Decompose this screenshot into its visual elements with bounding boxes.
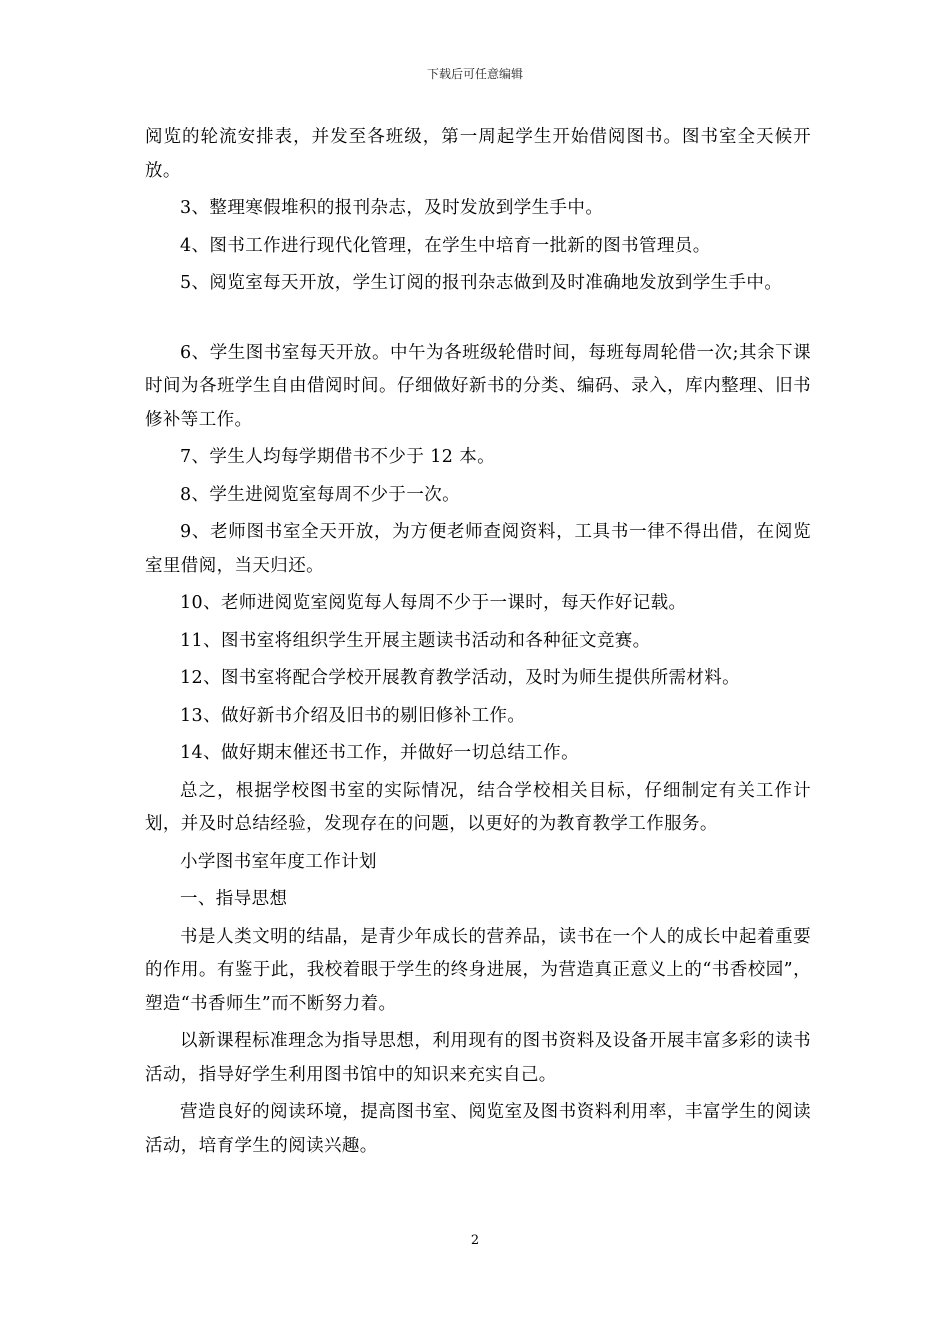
list-item-4: 4、图书工作进行现代化管理，在学生中培育一批新的图书管理员。 — [180, 235, 711, 256]
section-heading-guiding-thought: 一、指导思想 — [180, 889, 288, 909]
document-body — [145, 121, 811, 1167]
page-number: 2 — [470, 1233, 480, 1248]
list-item-5: 5、阅览室每天开放，学生订阅的报刊杂志做到及时准确地发放到学生手中。 — [180, 273, 783, 293]
body-paragraph: 以新课程标准理念为指导思想，利用现有的图书资料及设备开展丰富多彩的读书活动，指导好学生利用图书馆中的知识来充实自己。 — [145, 1031, 811, 1085]
list-item-9: 9、老师图书室全天开放，为方便老师查阅资料，工具书一律不得出借，在阅览室里借阅，当天归还。 — [145, 522, 811, 576]
list-item-7: 7、学生人均每学期借书不少于 12 本。 — [180, 447, 496, 467]
list-item-3: 3、整理寒假堆积的报刊杂志，及时发放到学生手中。 — [180, 198, 604, 218]
list-item-10: 10、老师进阅览室阅览每人每周不少于一课时，每天作好记载。 — [180, 593, 687, 613]
list-item-6: 6、学生图书室每天开放。中午为各班级轮借时间，每班每周轮借一次;其余下课时间为各班学生自由借阅时间。仔细做好新书的分类、编码、录入，库内整理、旧书修补等工作。 — [145, 342, 811, 430]
list-item-13: 13、做好新书介绍及旧书的剔旧修补工作。 — [180, 705, 526, 726]
blank-line — [145, 305, 811, 337]
body-paragraph: 营造良好的阅读环境，提高图书室、阅览室及图书资料利用率，丰富学生的阅读活动，培育学生的阅读兴趣。 — [145, 1102, 811, 1156]
paragraph-continuation: 阅览的轮流安排表，并发至各班级，第一周起学生开始借阅图书。图书室全天候开放。 — [145, 127, 811, 181]
list-item-8: 8、学生进阅览室每周不少于一次。 — [180, 484, 461, 505]
section-title: 小学图书室年度工作计划 — [180, 851, 377, 872]
summary-paragraph: 总之，根据学校图书室的实际情况，结合学校相关目标，仔细制定有关工作计划，并及时总结经验，发现存在的问题，以更好的为教育教学工作服务。 — [145, 780, 811, 834]
page-header: 下载后可任意编辑 — [426, 67, 523, 81]
list-item-12: 12、图书室将配合学校开展教育教学活动，及时为师生提供所需材料。 — [180, 668, 741, 688]
list-item-14: 14、做好期末催还书工作，并做好一切总结工作。 — [180, 743, 579, 763]
list-item-11: 11、图书室将组织学生开展主题读书活动和各种征文竞赛。 — [180, 630, 651, 651]
body-paragraph: 书是人类文明的结晶，是青少年成长的营养品，读书在一个人的成长中起着重要的作用。有鉴于此，我校着眼于学生的终身进展，为营造真正意义上的“书香校园”，塑造“书香师生”而不断努力着。 — [145, 926, 811, 1014]
